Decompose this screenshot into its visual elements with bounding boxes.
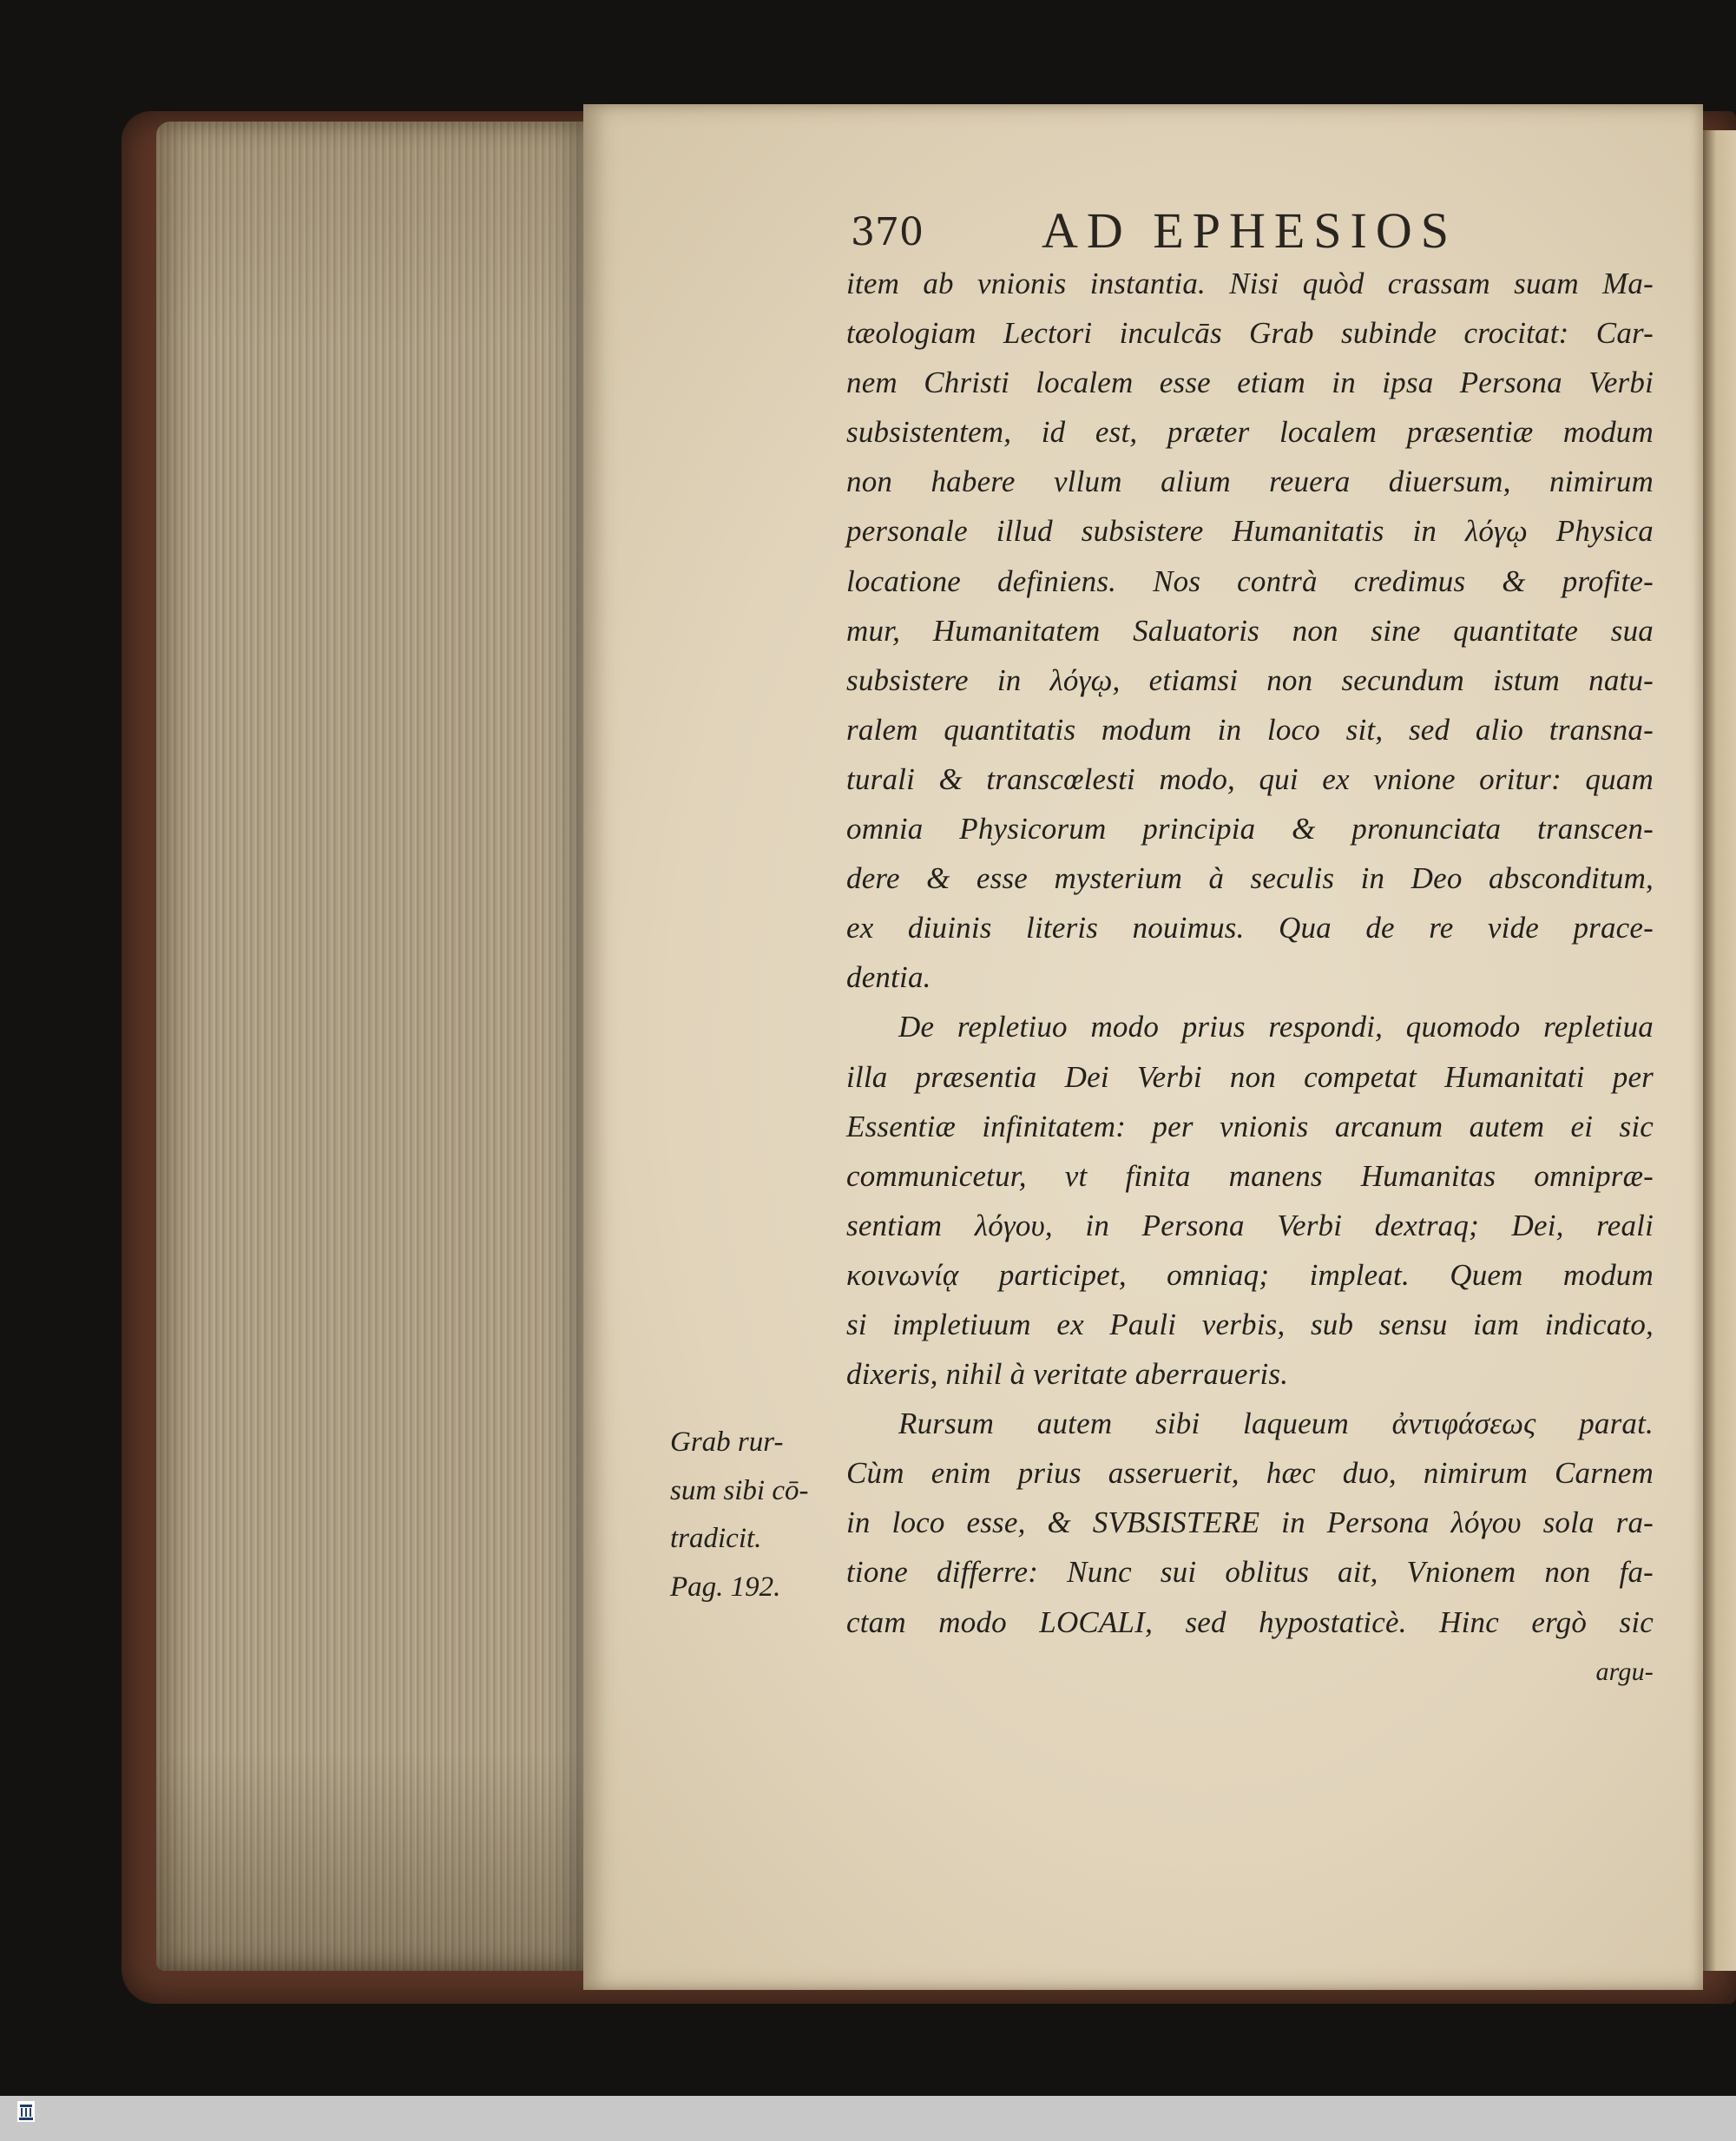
page-number: 370 [851,210,924,254]
text-line: dere & esse mysterium à seculis in Deo absconditum, [846,861,1654,896]
facing-page-edge [1703,130,1736,1971]
text-line: subsistentem, id est, præter localem præsentiæ modum [846,415,1654,450]
text-line: Essentiæ infinitatem: per vnionis arcanum autem ei sic [846,1109,1654,1143]
text-line: in loco esse, & SVBSISTERE in Persona λόγου sola ra- [846,1505,1654,1540]
text-line: tione differre: Nunc sui oblitus ait, Vnionem non fa- [846,1555,1654,1590]
text-line: dentia. [846,960,931,995]
text-line: turali & transcœlesti modo, qui ex vnione oritur: quam [846,761,1654,796]
library-emblem-icon [17,2101,35,2122]
text-line: communicetur, vt finita manens Humanitas omnipræ- [846,1158,1654,1193]
text-line: Cùm enim prius asseruerit, hæc duo, nimirum Carnem [846,1456,1654,1491]
text-line: si impletiuum ex Pauli verbis, sub sensu iam indicato, [846,1307,1654,1341]
text-line: locatione definiens. Nos contrà credimus & profite- [846,563,1654,598]
running-title: AD EPHESIOS [1042,202,1457,259]
text-line: tæologiam Lectori inculcās Grab subinde crocitat: Car- [846,316,1654,351]
margin-note [670,1419,844,1611]
text-line: item ab vnionis instantia. Nisi quòd crassam suam Ma- [846,267,1654,300]
text-line: subsistere in λόγῳ, etiamsi non secundum istum natu- [846,662,1654,697]
text-line: non habere vllum alium reuera diuersum, nimirum [846,464,1654,499]
text-line: dixeris, nihil à veritate aberraueris. [846,1357,1289,1392]
viewer-footer-bar [0,2096,1736,2141]
text-line: Rursum autem sibi laqueum ἀντιφάσεως parat. [898,1406,1654,1441]
margin-note-line: tradicit. [670,1523,762,1554]
text-line: omnia Physicorum principia & pronunciata transcen- [846,812,1654,847]
catchword: argu- [1595,1657,1654,1686]
margin-note-line: Pag. 192. [670,1571,781,1603]
text-line: nem Christi localem esse etiam in ipsa Persona Verbi [846,366,1654,400]
text-line: ex diuinis literis nouimus. Qua de re vide prace- [846,911,1654,945]
text-line: ctam modo LOCALI, sed hypostaticè. Hinc ergò sic [846,1604,1654,1639]
library-emblem-icon [7,2101,45,2136]
text-line: sentiam λόγου, in Persona Verbi dextraq; Dei, reali [846,1208,1654,1242]
text-line: κοινωνίᾳ participet, omniaq; impleat. Quem modum [846,1257,1654,1292]
margin-note-line: sum sibi cō- [670,1474,809,1506]
text-line: mur, Humanitatem Saluatoris non sine quantitate sua [846,613,1654,648]
margin-note-line: Grab rur- [670,1426,784,1458]
text-line: De repletiuo modo prius respondi, quomodo repletiua [898,1010,1654,1044]
text-line: illa præsentia Dei Verbi non competat Humanitati per [846,1059,1654,1094]
text-line: personale illud subsistere Humanitatis in λόγῳ Physica [846,514,1654,549]
text-line: ralem quantitatis modum in loco sit, sed alio transna- [846,712,1654,747]
page-fore-edge [156,122,590,1971]
body-text [846,259,1654,1696]
